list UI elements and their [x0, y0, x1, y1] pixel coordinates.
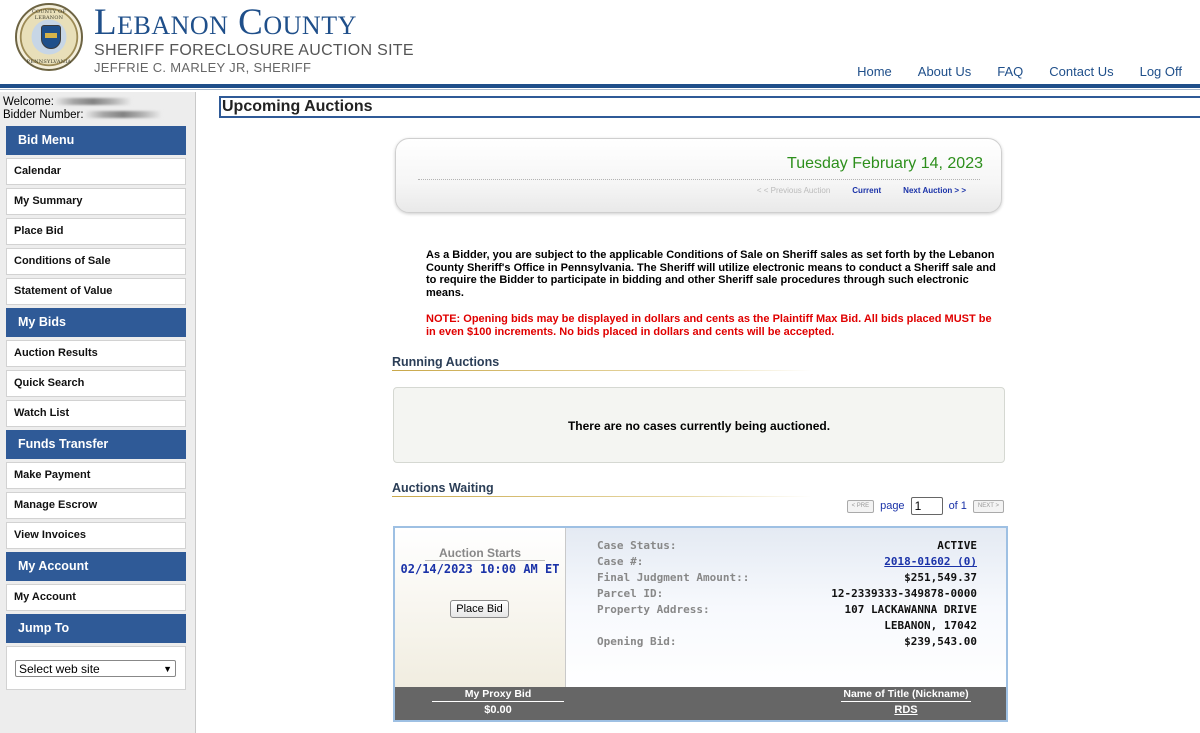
case-number-link[interactable]: 2018-01602 (0): [884, 555, 977, 568]
jump-to-container: [6, 646, 186, 690]
auction-starts-divider: [425, 560, 545, 561]
chevron-down-icon: ▼: [163, 663, 172, 674]
site-subtitle: SHERIFF FORECLOSURE AUCTION SITE: [94, 42, 414, 59]
auctions-waiting-underline: [392, 496, 812, 497]
nav-about-link[interactable]: About Us: [917, 64, 972, 79]
auction-date: Tuesday February 14, 2023: [787, 155, 983, 172]
auction-card-left: [395, 528, 566, 687]
auction-starts-time: 02/14/2023 10:00 AM ET: [400, 562, 560, 576]
running-auctions-underline: [392, 370, 812, 371]
bid-increment-note: NOTE: Opening bids may be displayed in dollars and cents as the Plaintiff Max Bid. All bids placed MUST be in even $100 increments. No bids placed in dollars and cents will be accepted.: [426, 313, 992, 338]
conditions-text: As a Bidder, you are subject to the applicable Conditions of Sale on Sheriff sales as set forth by the Lebanon County Sheriff's Office in Pennsylvania. The Sheriff will utilize electronic means to conduct a Sheriff sale and to require the Bidder to participate in bidding and other Sheriff sale procedures through such electronic means.: [426, 249, 996, 299]
previous-auction-link[interactable]: < < Previous Auction: [756, 186, 831, 195]
property-address-line1: 107 LACKAWANNA DRIVE: [844, 603, 977, 616]
opening-bid-value: $239,543.00: [904, 635, 977, 648]
sheriff-name: JEFFRIE C. MARLEY JR, SHERIFF: [94, 60, 312, 75]
final-judgment-value: $251,549.37: [904, 571, 977, 584]
redacted-username: [54, 98, 132, 105]
sidebar-item-make-payment[interactable]: Make Payment: [6, 462, 186, 489]
case-number-row: [597, 555, 977, 571]
case-status-row: [597, 539, 977, 555]
welcome-label: Welcome:: [3, 96, 54, 108]
sidebar-item-view-invoices[interactable]: View Invoices: [6, 522, 186, 549]
pager: [847, 497, 1004, 515]
title-nickname-value[interactable]: RDS: [894, 704, 918, 716]
sidebar-menu: [6, 126, 186, 690]
page-title: Upcoming Auctions: [219, 96, 1200, 118]
final-judgment-row: [597, 571, 977, 587]
property-address-row-2: [597, 619, 977, 635]
auction-card-footer: [395, 687, 1006, 720]
bidder-number-label: Bidder Number:: [3, 109, 84, 121]
proxy-bid-value: $0.00: [484, 704, 512, 716]
proxy-bid-label: My Proxy Bid: [432, 688, 564, 702]
seal-top-text: COUNTY OF LEBANON: [31, 9, 67, 21]
sidebar-item-watch-list[interactable]: Watch List: [6, 400, 186, 427]
menu-header-funds-transfer: Funds Transfer: [6, 430, 186, 459]
proxy-bid-column: [432, 688, 564, 716]
running-auctions-title: Running Auctions: [392, 355, 500, 369]
welcome-block: [0, 92, 195, 122]
case-number-label: Case #:: [597, 555, 644, 568]
property-address-line2: LEBANON, 17042: [884, 619, 977, 632]
county-seal-logo[interactable]: [15, 3, 83, 71]
final-judgment-label: Final Judgment Amount::: [597, 571, 750, 584]
sidebar-item-quick-search[interactable]: Quick Search: [6, 370, 186, 397]
running-auctions-box: [393, 387, 1005, 463]
running-auctions-empty-message: There are no cases currently being auctioned.: [567, 419, 831, 433]
site-title: Lebanon County: [94, 2, 357, 43]
auction-date-nav: [757, 186, 966, 195]
menu-header-bid-menu: Bid Menu: [6, 126, 186, 155]
nav-home-link[interactable]: Home: [857, 64, 892, 79]
sidebar-item-place-bid[interactable]: Place Bid: [6, 218, 186, 245]
site-title-block: [94, 4, 414, 75]
next-auction-link[interactable]: Next Auction > >: [903, 186, 966, 195]
nav-contact-link[interactable]: Contact Us: [1049, 64, 1114, 79]
menu-header-jump-to: Jump To: [6, 614, 186, 643]
shield-icon: [41, 25, 61, 49]
parcel-id-value: 12-2339333-349878-0000: [831, 587, 977, 600]
nav-logoff-link[interactable]: Log Off: [1139, 64, 1182, 79]
opening-bid-row: [597, 635, 977, 651]
case-status-label: Case Status:: [597, 539, 677, 552]
title-nickname-column: [841, 688, 971, 716]
title-nickname-label: Name of Title (Nickname): [841, 688, 971, 702]
sidebar: [0, 92, 196, 733]
pager-prev-button[interactable]: < PRE: [847, 500, 875, 513]
sidebar-item-my-account[interactable]: My Account: [6, 584, 186, 611]
dotted-divider: [418, 179, 980, 180]
header-divider: [0, 84, 1200, 88]
sidebar-item-calendar[interactable]: Calendar: [6, 158, 186, 185]
pager-page-input[interactable]: 1: [911, 497, 943, 515]
pager-of-label: of 1: [948, 500, 967, 512]
sidebar-item-conditions-of-sale[interactable]: Conditions of Sale: [6, 248, 186, 275]
top-nav: [857, 64, 1182, 79]
opening-bid-label: Opening Bid:: [597, 635, 677, 648]
auction-card: [393, 526, 1008, 722]
jump-to-select[interactable]: [15, 660, 176, 677]
header-divider-thin: [0, 89, 1200, 90]
site-header: [0, 0, 1200, 92]
sidebar-item-manage-escrow[interactable]: Manage Escrow: [6, 492, 186, 519]
sidebar-item-statement-of-value[interactable]: Statement of Value: [6, 278, 186, 305]
auction-date-panel: [395, 138, 1002, 213]
place-bid-button[interactable]: Place Bid: [450, 600, 509, 618]
pager-page-label: page: [880, 500, 905, 512]
parcel-id-label: Parcel ID:: [597, 587, 664, 600]
menu-header-my-bids: My Bids: [6, 308, 186, 337]
auctions-waiting-title: Auctions Waiting: [392, 481, 494, 495]
current-auction-link[interactable]: Current: [852, 186, 882, 195]
auction-starts-label: Auction Starts: [438, 546, 521, 560]
menu-header-my-account: My Account: [6, 552, 186, 581]
sidebar-item-my-summary[interactable]: My Summary: [6, 188, 186, 215]
case-status-value: ACTIVE: [937, 539, 977, 552]
pager-next-button[interactable]: NEXT >: [973, 500, 1004, 513]
property-address-row: [597, 603, 977, 619]
seal-bottom-text: PENNSYLVANIA: [26, 59, 72, 65]
sidebar-item-auction-results[interactable]: Auction Results: [6, 340, 186, 367]
auction-card-details: [566, 528, 1006, 687]
redacted-bidder-number: [84, 111, 162, 118]
parcel-id-row: [597, 587, 977, 603]
nav-faq-link[interactable]: FAQ: [997, 64, 1024, 79]
jump-to-select-value: Select web site: [19, 661, 100, 676]
property-address-label: Property Address:: [597, 603, 710, 616]
